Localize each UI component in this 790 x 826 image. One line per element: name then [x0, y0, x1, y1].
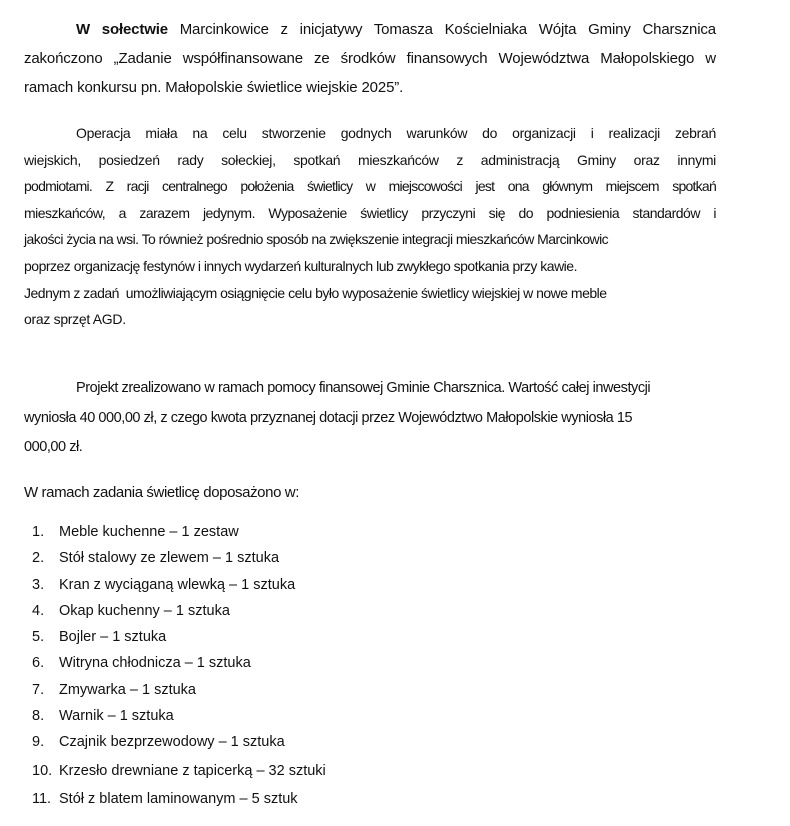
equipment-list — [32, 519, 326, 812]
list-item: 1. Meble kuchenne – 1 zestaw — [32, 524, 239, 540]
para3-line: Projekt zrealizowano w ramach pomocy finansowej Gminie Charsznica. Wartość całej inwestycji — [76, 380, 651, 396]
bold-lead: W sołectwie — [76, 21, 168, 38]
list-item: 10. Krzesło drewniane z tapicerką – 32 sztuki — [32, 762, 326, 779]
para2-line: Jednym z zadań umożliwiającym osiągnięcie celu było wyposażenie świetlicy wiejskiej w nowe meble — [24, 284, 607, 301]
list-item: 11. Stół z blatem laminowanym – 5 sztuk — [32, 790, 298, 807]
list-item: 3. Kran z wyciąganą wlewką – 1 sztuka — [32, 576, 296, 593]
para2-line: jakości życia na wsi. To również pośrednio sposób na zwiększenie integracji mieszkańców Marcinkowic — [24, 231, 609, 248]
list-item: 4. Okap kuchenny – 1 sztuka — [32, 602, 230, 619]
intro-line-2: zakończono „Zadanie współfinansowane ze środków finansowych Województwa Małopolskiego w — [24, 50, 716, 67]
para2-line: podmiotami. Z racji centralnego położenia świetlicy w miejscowości jest ona głównym miejscem spotkań — [24, 178, 716, 195]
list-item: 6. Witryna chłodnicza – 1 sztuka — [32, 655, 251, 672]
para3-line: wyniosła 40 000,00 zł, z czego kwota przyznanej dotacji przez Województwo Małopolskie wyniosła 15 — [24, 409, 633, 426]
list-intro: W ramach zadania świetlicę doposażono w: — [24, 484, 299, 501]
list-item: 2. Stół stalowy ze zlewem – 1 sztuka — [32, 550, 280, 567]
list-item: 5. Bojler – 1 sztuka — [32, 629, 167, 646]
intro-line-3: ramach konkursu pn. Małopolskie świetlice wiejskie 2025”. — [24, 79, 404, 96]
operation-paragraph — [24, 120, 716, 333]
list-item: 8. Warnik – 1 sztuka — [32, 708, 174, 725]
para2-line: wiejskich, posiedzeń rady sołeckiej, spotkań mieszkańców z administracją Gminy oraz innymi — [24, 151, 716, 168]
para2-line: poprzez organizację festynów i innych wydarzeń kulturalnych lub zwykłego spotkania przy kawie. — [24, 257, 577, 274]
para2-line: Operacja miała na celu stworzenie godnych warunków do organizacji i realizacji zebrań — [76, 125, 716, 141]
intro-paragraph — [24, 15, 716, 102]
list-item: 7. Zmywarka – 1 sztuka — [32, 681, 196, 698]
para3-line: 000,00 zł. — [24, 439, 83, 455]
para2-line: mieszkańców, a zarazem jedynym. Wyposażenie świetlicy przyczyni się do podniesienia standardów i — [24, 204, 716, 221]
para2-line: oraz sprzęt AGD. — [24, 311, 126, 328]
intro-line-1: W sołectwie Marcinkowice z inicjatywy Tomasza Kościelniaka Wójta Gminy Charsznica — [76, 21, 716, 38]
list-item: 9. Czajnik bezprzewodowy – 1 sztuka — [32, 734, 285, 751]
funding-paragraph — [24, 374, 716, 463]
